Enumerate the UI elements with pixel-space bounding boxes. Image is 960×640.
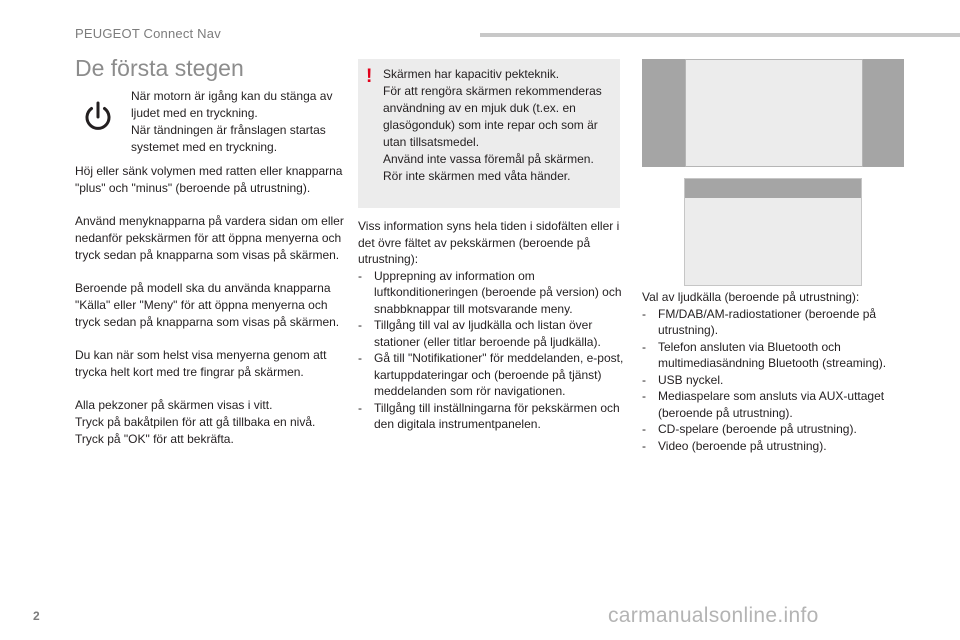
screen-diagram-center — [685, 59, 863, 167]
side-bar-info-intro: Viss information syns hela tiden i sidofälten eller i det övre fältet av pekskärmen (beroende på utrustning): — [358, 219, 620, 266]
list-item: - Tillgång till val av ljudkälla och listan över stationer (eller titlar beroende på ljudkälla). — [358, 317, 626, 350]
power-button-description: När motorn är igång kan du stänga av ljudet med en tryckning. När tändningen är frånslagen startas systemet med en tryckning. — [131, 89, 333, 154]
page-number: 2 — [33, 609, 40, 623]
power-icon — [82, 100, 114, 134]
warning-box — [358, 59, 620, 208]
paragraph-volume: Höj eller sänk volymen med ratten eller knapparna "plus" och "minus" (beroende på utrustning). — [75, 164, 343, 195]
middle-column — [358, 218, 626, 433]
paragraph-three-finger: Du kan när som helst visa menyerna genom att trycka helt kort med tre fingrar på skärmen. — [75, 348, 327, 379]
watermark: carmanualsonline.info — [608, 604, 819, 627]
list-item: - FM/DAB/AM-radiostationer (beroende på utrustning). — [642, 306, 907, 339]
list-item: - Gå till "Notifikationer" för meddelanden, e-post, kartuppdateringar och (beroende på tjänst) meddelanden som rör navigationen. — [358, 350, 626, 400]
list-item: - Upprepning av information om luftkonditioneringen (beroende på version) och snabbknappar till motsvarande meny. — [358, 268, 626, 318]
paragraph-source-menu: Beroende på modell ska du använda knapparna "Källa" eller "Meny" för att öppna menyerna och tryck sedan på knapparna som visas på skärmen. — [75, 281, 340, 329]
list-item: - USB nyckel. — [642, 372, 907, 389]
warning-text: Skärmen har kapacitiv pekteknik. För att rengöra skärmen rekommenderas användning av en mjuk duk (t.ex. en glasögonduk) som inte repar och som är utan tillsatsmedel. Använd inte vassa föremål på skärmen. Rör inte skärmen med våta händer. — [383, 67, 602, 183]
audio-source-list — [642, 306, 907, 455]
warning-icon: ! — [366, 66, 373, 87]
right-column — [642, 289, 907, 454]
side-bar-info-list — [358, 268, 626, 433]
screen-diagram-side-bars — [642, 59, 904, 167]
paragraph-touch-zones: Alla pekzoner på skärmen visas i vitt. Tryck på bakåtpilen för att gå tillbaka en nivå. Tryck på "OK" för att bekräfta. — [75, 398, 316, 446]
list-item: - Mediaspelare som ansluts via AUX-uttaget (beroende på utrustning). — [642, 388, 907, 421]
screen-diagram-top-bar — [684, 178, 862, 286]
list-item: - Tillgång till inställningarna för pekskärmen och den digitala instrumentpanelen. — [358, 400, 626, 433]
left-column — [75, 163, 350, 464]
list-item: - Video (beroende på utrustning). — [642, 438, 907, 455]
header-divider — [480, 33, 960, 37]
list-item: - Telefon ansluten via Bluetooth och multimediasändning Bluetooth (streaming). — [642, 339, 907, 372]
audio-source-intro: Val av ljudkälla (beroende på utrustning): — [642, 290, 860, 304]
list-item: - CD-spelare (beroende på utrustning). — [642, 421, 907, 438]
page-title: De första stegen — [75, 55, 244, 81]
header-title: PEUGEOT Connect Nav — [75, 26, 221, 41]
paragraph-menu-buttons: Använd menyknapparna på vardera sidan om eller nedanför pekskärmen för att öppna menyerna och tryck sedan på knapparna som visas på skärmen. — [75, 214, 344, 262]
screen-diagram-top-band — [685, 179, 861, 198]
